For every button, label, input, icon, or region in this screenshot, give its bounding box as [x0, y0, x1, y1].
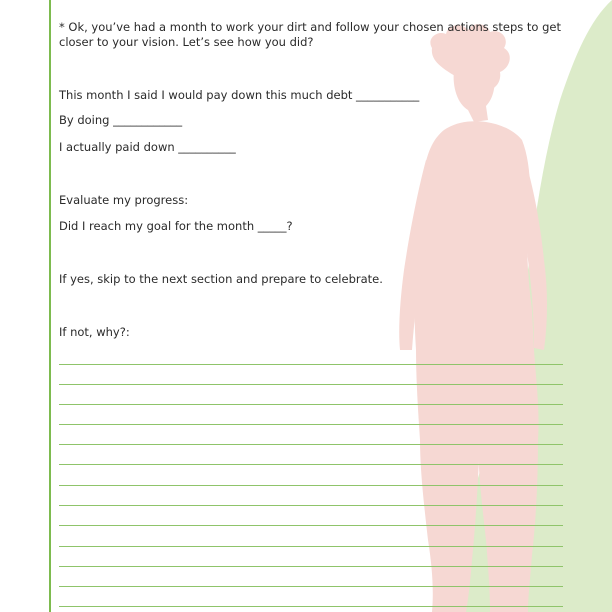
if-not-why-prompt: If not, why?: [59, 325, 130, 339]
writing-line[interactable] [59, 586, 563, 587]
by-doing-prompt: By doing ____________ [59, 113, 183, 127]
writing-line[interactable] [59, 424, 563, 425]
writing-line[interactable] [59, 364, 563, 365]
writing-line[interactable] [59, 566, 563, 567]
writing-line[interactable] [59, 525, 563, 526]
woman-silhouette [399, 24, 547, 612]
writing-line[interactable] [59, 444, 563, 445]
writing-line[interactable] [59, 485, 563, 486]
writing-line[interactable] [59, 505, 563, 506]
writing-line[interactable] [59, 464, 563, 465]
intro-paragraph: * Ok, you’ve had a month to work your dirt and follow your chosen actions steps to get closer to your vision. Let’s see how you did? [59, 20, 561, 49]
goal-question-prompt: Did I reach my goal for the month _____? [59, 219, 293, 233]
writing-line[interactable] [59, 384, 563, 385]
paid-down-prompt: I actually paid down __________ [59, 140, 236, 154]
writing-line[interactable] [59, 546, 563, 547]
if-yes-instruction: If yes, skip to the next section and prepare to celebrate. [59, 272, 383, 286]
writing-line[interactable] [59, 404, 563, 405]
debt-pledge-prompt: This month I said I would pay down this much debt ___________ [59, 88, 420, 102]
writing-line[interactable] [59, 606, 563, 607]
evaluate-heading: Evaluate my progress: [59, 193, 189, 207]
left-border-line [49, 0, 51, 612]
